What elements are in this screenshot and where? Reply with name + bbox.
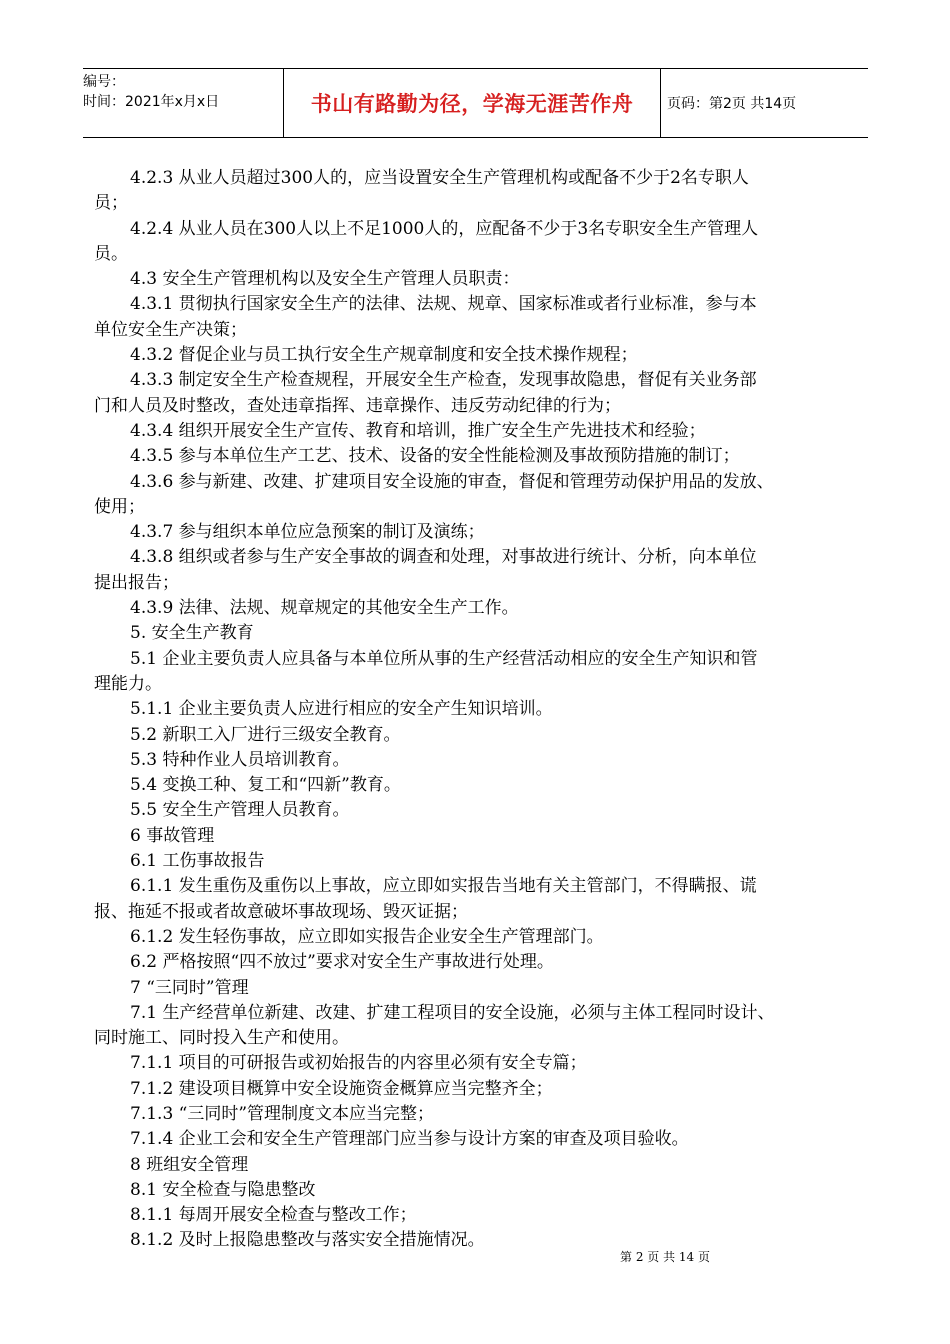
text-line: 7.1.1 项目的可研报告或初始报告的内容里必须有安全专篇； — [130, 1053, 587, 1074]
text-line: 8 班组安全管理 — [130, 1154, 249, 1175]
document-number-label: 编号： — [83, 74, 125, 90]
text-line: 4.3.3 制定安全生产检查规程，开展安全生产检查，发现事故隐患，督促有关业务部 — [130, 370, 757, 391]
text-line: 6.1.2 发生轻伤事故，应立即如实报告企业安全生产管理部门。 — [130, 926, 604, 947]
text-line: 7 “三同时”管理 — [130, 977, 249, 998]
text-line: 4.2.4 从业人员在300人以上不足1000人的，应配备不少于3名专职安全生产管理人 — [130, 218, 759, 239]
text-line: 6.1.1 发生重伤及重伤以上事故，应立即如实报告当地有关主管部门，不得瞒报、谎 — [130, 876, 757, 897]
text-line: 5. 安全生产教育 — [130, 623, 254, 644]
text-line: 同时施工、同时投入生产和使用。 — [94, 1028, 349, 1049]
text-line: 员。 — [94, 243, 128, 264]
text-line: 7.1 生产经营单位新建、改建、扩建工程项目的安全设施，必须与主体工程同时设计、 — [130, 1002, 775, 1023]
text-line: 4.3 安全生产管理机构以及安全生产管理人员职责： — [130, 269, 520, 290]
text-line: 5.1 企业主要负责人应具备与本单位所从事的生产经营活动相应的安全生产知识和管 — [130, 648, 758, 669]
text-line: 6.2 严格按照“四不放过”要求对安全生产事故进行处理。 — [130, 952, 554, 973]
text-line: 4.3.1 贯彻执行国家安全生产的法律、法规、规章、国家标准或者行业标准，参与本 — [130, 294, 757, 315]
page-footer: 第 2 页 共 14 页 — [620, 1250, 710, 1264]
text-line: 4.3.2 督促企业与员工执行安全生产规章制度和安全技术操作规程； — [130, 345, 638, 366]
text-line: 7.1.4 企业工会和安全生产管理部门应当参与设计方案的审查及项目验收。 — [130, 1129, 689, 1150]
text-line: 4.3.6 参与新建、改建、扩建项目安全设施的审查，督促和管理劳动保护用品的发放、 — [130, 471, 774, 492]
header-motto: 书山有路勤为径，学海无涯苦作舟 — [284, 69, 661, 137]
text-line: 5.1.1 企业主要负责人应进行相应的安全产生知识培训。 — [130, 699, 553, 720]
text-line: 员； — [94, 193, 128, 214]
text-line: 提出报告； — [94, 572, 179, 593]
text-line: 门和人员及时整改，查处违章指挥、违章操作、违反劳动纪律的行为； — [94, 395, 621, 416]
text-line: 理能力。 — [94, 673, 162, 694]
text-line: 4.3.8 组织或者参与生产安全事故的调查和处理，对事故进行统计、分析，向本单位 — [130, 547, 757, 568]
document-body — [94, 166, 874, 1254]
text-line: 5.2 新职工入厂进行三级安全教育。 — [130, 724, 401, 745]
header-page-info: 页码：第2页 共14页 — [667, 96, 797, 112]
document-time-label: 时间：2021年x月x日 — [83, 94, 220, 110]
text-line: 5.4 变换工种、复工和“四新”教育。 — [130, 775, 401, 796]
text-line: 7.1.3 “三同时”管理制度文本应当完整； — [130, 1103, 435, 1124]
text-line: 报、拖延不报或者故意破坏事故现场、毁灭证据； — [94, 901, 468, 922]
text-line: 8.1.1 每周开展安全检查与整改工作； — [130, 1205, 417, 1226]
text-line: 使用； — [94, 496, 145, 517]
text-line: 4.3.5 参与本单位生产工艺、技术、设备的安全性能检测及事故预防措施的制订； — [130, 446, 740, 467]
text-line: 4.3.7 参与组织本单位应急预案的制订及演练； — [130, 522, 485, 543]
page-header — [83, 68, 868, 138]
text-line: 6 事故管理 — [130, 825, 215, 846]
text-line: 5.3 特种作业人员培训教育。 — [130, 749, 350, 770]
text-line: 6.1 工伤事故报告 — [130, 851, 265, 872]
header-meta — [83, 69, 284, 137]
text-line: 单位安全生产决策； — [94, 319, 247, 340]
text-line: 8.1.2 及时上报隐患整改与落实安全措施情况。 — [130, 1230, 485, 1251]
text-line: 5.5 安全生产管理人员教育。 — [130, 800, 350, 821]
text-line: 4.2.3 从业人员超过300人的，应当设置安全生产管理机构或配备不少于2名专职人 — [130, 168, 749, 188]
text-line: 4.3.4 组织开展安全生产宣传、教育和培训，推广安全生产先进技术和经验； — [130, 420, 706, 441]
text-line: 8.1 安全检查与隐患整改 — [130, 1179, 316, 1200]
text-line: 7.1.2 建设项目概算中安全设施资金概算应当完整齐全； — [130, 1078, 553, 1099]
text-line: 4.3.9 法律、法规、规章规定的其他安全生产工作。 — [130, 598, 519, 619]
